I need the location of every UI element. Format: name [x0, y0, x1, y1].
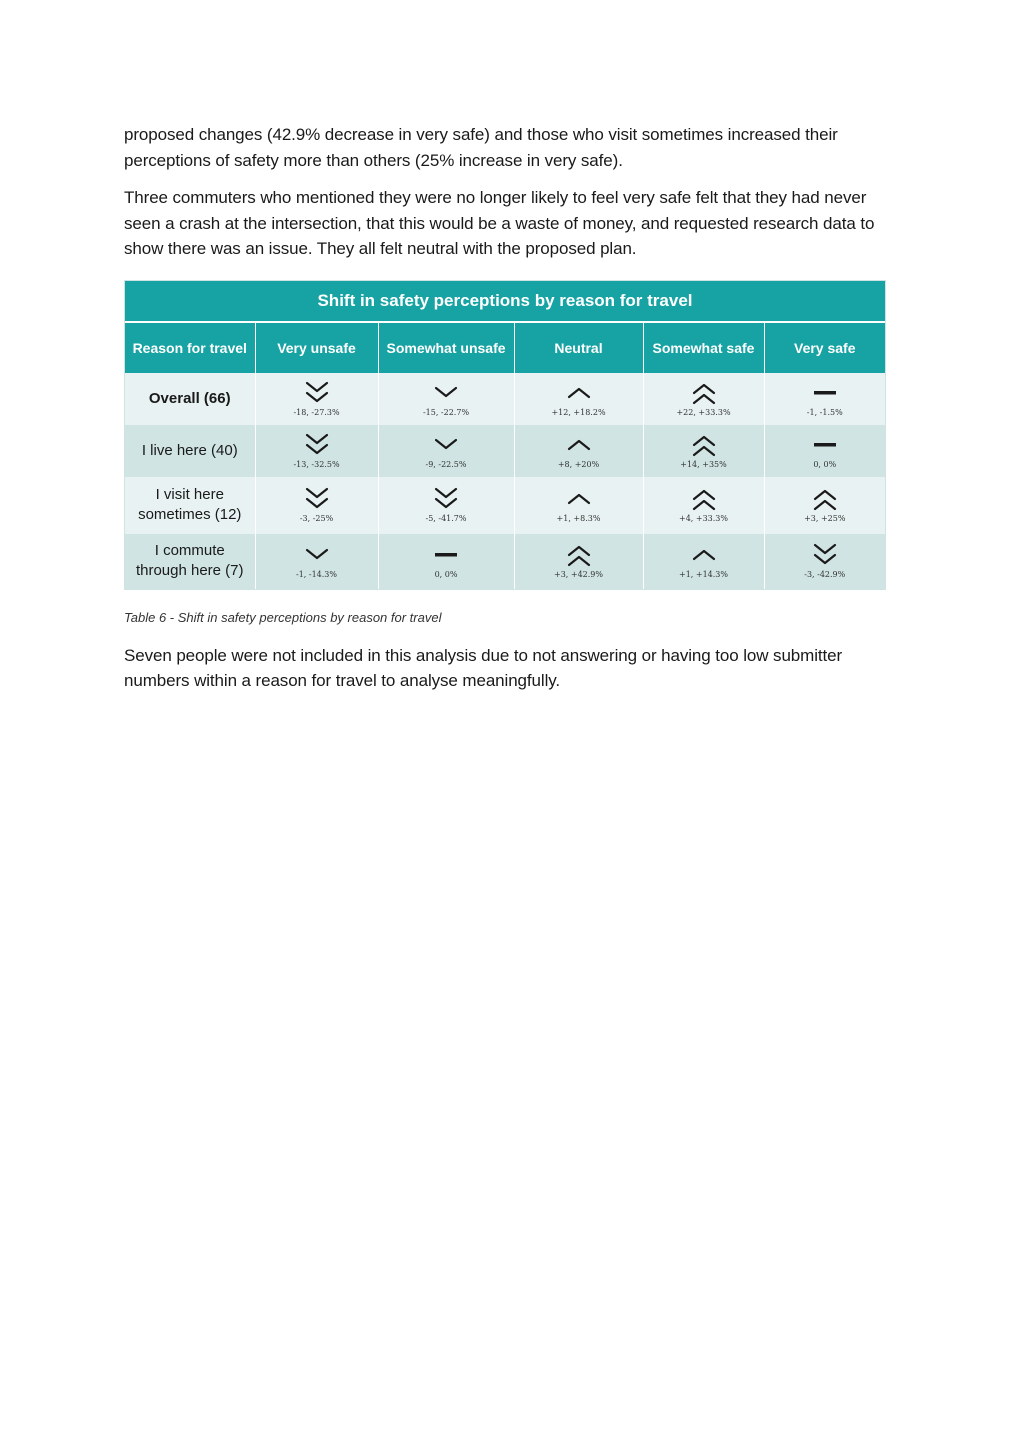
shift-value: 0, 0%: [434, 570, 458, 579]
chevron-down-icon: [433, 432, 459, 458]
shift-value: +4, +33.3%: [679, 514, 728, 523]
shift-value: -3, -25%: [299, 514, 334, 523]
row-reason-label: I commute through here (7): [135, 542, 244, 579]
shift-value: 0, 0%: [813, 459, 837, 469]
double-chevron-up-icon: [691, 380, 717, 406]
dash-icon: [433, 542, 459, 568]
chevron-up-icon: [566, 432, 592, 458]
closing-paragraph: Seven people were not included in this analysis due to not answering or having too low submitter numbers within a reason for travel to analyse meaningfully.: [124, 645, 843, 690]
row-reason-label: I visit here sometimes (12): [138, 486, 242, 523]
shift-value: -13, -32.5%: [293, 459, 340, 469]
table-row: [125, 373, 885, 425]
dash-icon: [812, 432, 838, 458]
shift-cell: [378, 373, 514, 425]
shift-cell: [255, 425, 378, 477]
shift-value: -9, -22.5%: [425, 459, 467, 469]
double-chevron-up-icon: [566, 542, 592, 568]
header-somewhat-safe: Somewhat safe: [643, 323, 764, 373]
shift-cell: [764, 534, 885, 589]
shift-value: +1, +8.3%: [556, 514, 601, 523]
shift-value: -3, -42.9%: [804, 570, 846, 579]
double-chevron-down-icon: [304, 380, 330, 406]
header-neutral: Neutral: [514, 323, 643, 373]
double-chevron-down-icon: [304, 432, 330, 458]
table-header-row: [125, 323, 885, 373]
shift-cell: [255, 477, 378, 534]
double-chevron-up-icon: [691, 486, 717, 512]
shift-value: +1, +14.3%: [679, 570, 728, 579]
chevron-up-icon: [691, 542, 717, 568]
shift-cell: [643, 373, 764, 425]
document-page: [124, 122, 886, 706]
shift-value: +8, +20%: [557, 459, 600, 469]
shift-cell: [514, 425, 643, 477]
shift-value: +3, +25%: [804, 514, 846, 523]
shift-value: -15, -22.7%: [422, 407, 470, 417]
shift-cell: [764, 477, 885, 534]
paragraph-2: Three commuters who mentioned they were no longer likely to feel very safe felt that they had never seen a crash at the intersection, that this would be a waste of money, and requested research data to show there was an issue. They all felt neutral with the proposed plan.: [124, 188, 875, 258]
row-reason-label: Overall (66): [148, 389, 231, 407]
header-very-safe: Very safe: [764, 323, 885, 373]
paragraph-1: proposed changes (42.9% decrease in very safe) and those who visit sometimes increased their perceptions of safety more than others (25% increase in very safe).: [124, 125, 838, 170]
row-reason-cell: [125, 373, 255, 425]
shift-cell: [643, 477, 764, 534]
header-very-unsafe: Very unsafe: [255, 323, 378, 373]
double-chevron-up-icon: [691, 432, 717, 458]
shift-value: -1, -14.3%: [296, 570, 337, 579]
shift-cell: [514, 534, 643, 589]
table-caption: Table 6 - Shift in safety perceptions by reason for travel: [124, 609, 442, 625]
shift-cell: [378, 425, 514, 477]
shift-cell: [643, 425, 764, 477]
shift-cell: [255, 373, 378, 425]
table-row: [125, 477, 885, 534]
shift-cell: [643, 534, 764, 589]
chevron-up-icon: [566, 486, 592, 512]
row-reason-cell: [125, 477, 255, 534]
shift-cell: [764, 425, 885, 477]
shift-cell: [764, 373, 885, 425]
shift-cell: [255, 534, 378, 589]
row-reason-cell: [125, 425, 255, 477]
header-reason: Reason for travel: [125, 323, 255, 373]
shift-cell: [514, 477, 643, 534]
double-chevron-down-icon: [433, 486, 459, 512]
row-reason-label: I live here (40): [141, 441, 238, 459]
header-somewhat-unsafe: Somewhat unsafe: [378, 323, 514, 373]
safety-shift-table: [124, 280, 886, 590]
shift-value: -1, -1.5%: [806, 407, 843, 417]
chevron-up-icon: [566, 380, 592, 406]
double-chevron-up-icon: [812, 486, 838, 512]
shift-cell: [378, 534, 514, 589]
chevron-down-icon: [433, 380, 459, 406]
chevron-down-icon: [304, 542, 330, 568]
shift-value: +12, +18.2%: [551, 407, 606, 417]
double-chevron-down-icon: [304, 486, 330, 512]
table-row: [125, 425, 885, 477]
table-row: [125, 534, 885, 589]
dash-icon: [812, 380, 838, 406]
shift-value: +22, +33.3%: [676, 407, 731, 417]
double-chevron-down-icon: [812, 542, 838, 568]
shift-cell: [514, 373, 643, 425]
shift-value: -5, -41.7%: [425, 514, 467, 523]
shift-value: +3, +42.9%: [554, 570, 603, 579]
shift-value: +14, +35%: [680, 459, 727, 469]
table-title: Shift in safety perceptions by reason for travel: [125, 281, 885, 323]
shift-cell: [378, 477, 514, 534]
shift-value: -18, -27.3%: [293, 407, 340, 417]
row-reason-cell: [125, 534, 255, 589]
table-grid: [125, 323, 885, 589]
